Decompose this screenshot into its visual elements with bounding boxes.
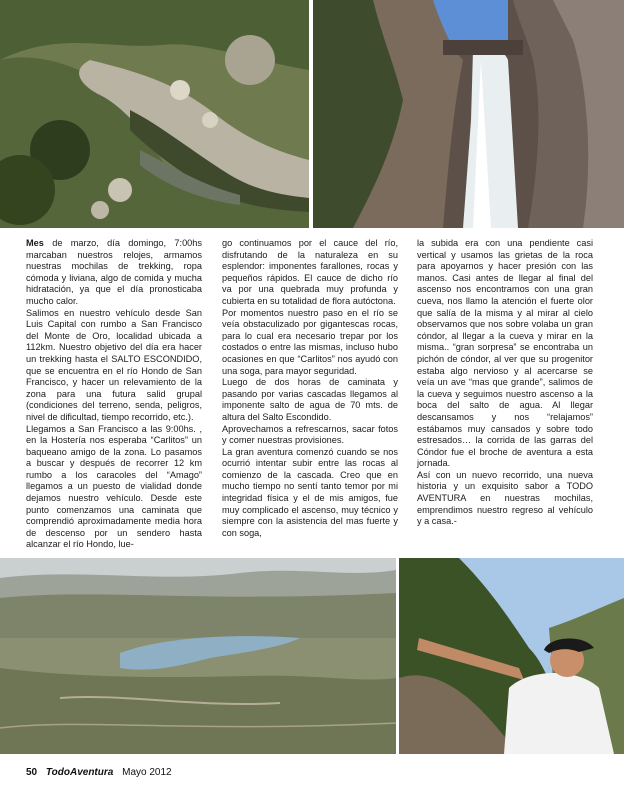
paragraph-text: de marzo, día domingo, 7:00hs marcaban nuestros relojes, armamos nuestras mochilas de trekking, ropa cómoda y liviana, algo de comida y mucha hidratación, ya que el día pronosticaba mucho calor.: [26, 238, 202, 306]
hiker-pointing-photo: [399, 558, 624, 754]
page-number: 50: [26, 767, 38, 778]
valley-lake-photo: [0, 558, 396, 754]
issue-date: Mayo 2012: [122, 767, 172, 778]
paragraph: Luego de dos horas de caminata y pasando por varias cascadas llegamos al imponente salto de agua de 70 mts. de altura del Salto Escondido.: [222, 377, 398, 422]
paragraph: Así con un nuevo recorrido, una nueva historia y un exquisito sabor a TODO AVENTURA en nuestras mochilas, emprendimos nuestro regreso al vehículo y a casa.-: [417, 469, 593, 527]
article-column-3: [417, 238, 593, 528]
paragraph: [26, 238, 202, 308]
article-column-2: [222, 238, 398, 539]
paragraph: Aprovechamos a refrescarnos, sacar fotos y comer nuestras provisiones.: [222, 423, 398, 446]
river-photo: [0, 0, 309, 228]
magazine-name: TodoAventura: [45, 767, 114, 778]
waterfall-photo: [313, 0, 624, 228]
article-column-1: [26, 238, 202, 551]
paragraph: la subida era con una pendiente casi vertical y usamos las grietas de la roca para apoyarnos y hacer presión con las manos. Casi antes de llegar al final del ascenso nos encontramos con una gran cueva, nos llamo la atención el fuerte olor que salía de la misma y al mirar al cielo observamos que nos sobre volaba un gran cóndor, al llegar a la cueva y mirar en la misma.. “gran sorpresa” se encontraba un pichón de cóndor, al ver que su progenitor estaba algo nervioso y al acercarse se veía un ave “mas que grande”, salimos de la cueva y seguimos nuestro ascenso a la boca del salto de agua. Al llegar descansamos y nos “relajamos” estábamos muy cansados y sobre todo estresados… la corrida de las garras del Cóndor fue el broche de aventura a esta jornada.: [417, 238, 593, 469]
page-footer: [26, 767, 178, 778]
paragraph: Salimos en nuestro vehículo desde San Luis Capital con rumbo a San Francisco del Monte de Oro, localidad ubicada a 112km. Nuestro objetivo del día era hacer un trekking hasta el SALTO ESCONDIDO, que se encuentra en el río Hondo de San Francisco, y hacer un relevamiento de la zona para una futura salid grupal (condiciones del terreno, senda, peligros, nivel de dificultad, tiempo recorrido, etc.).: [26, 307, 202, 422]
paragraph: Llegamos a San Francisco a las 9:00hs. , en la Hostería nos esperaba “Carlitos” un baqueano amigo de la zona. Lo pasamos a buscar y después de recorrer 12 km rumbo a los caracoles del “Amago” llegamos a un puesto de vialidad donde dejamos nuestro vehículo. Desde este punto comenzamos una caminata que comprendió aproximadamente media hora de descenso por un sendero hasta alcanzar el río Hondo, lue-: [26, 423, 202, 550]
paragraph: La gran aventura comenzó cuando se nos ocurrió intentar subir entre las rocas al comienzo de la cascada. Creo que en mucho tiempo no sentí tanto temor por mi integridad física y el de mis amigos, fue muy complicado el ascenso, muy técnico y siempre con la asistencia del mas fuerte y con soga,: [222, 446, 398, 538]
paragraph: Por momentos nuestro paso en el río se veía obstaculizado por gigantescas rocas, para lo cual era necesario trepar por los costados o entre las mismas, incluso hubo ocasiones en que “Carlitos” nos ayudó con una soga, para mayor seguridad.: [222, 307, 398, 376]
lead-word: Mes: [26, 238, 44, 248]
paragraph: go continuamos por el cauce del río, disfrutando de la naturaleza en su esplendor: imponentes farallones, rocas y pequeños rápidos. El cauce de dicho río va por una quebrada muy profunda y cubierta en su totalidad de flora autóctona.: [222, 238, 398, 306]
